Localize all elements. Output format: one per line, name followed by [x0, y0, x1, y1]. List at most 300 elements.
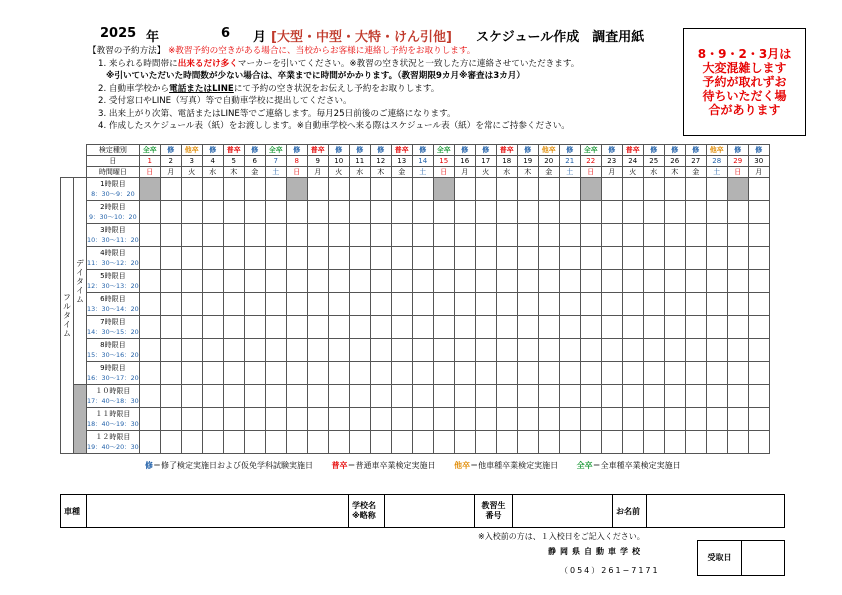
- slot-cell[interactable]: [139, 431, 160, 454]
- slot-cell[interactable]: [559, 408, 580, 431]
- slot-cell[interactable]: [496, 247, 517, 270]
- slot-cell[interactable]: [622, 385, 643, 408]
- slot-cell[interactable]: [139, 224, 160, 247]
- slot-cell[interactable]: [559, 431, 580, 454]
- slot-cell[interactable]: [433, 408, 454, 431]
- slot-cell[interactable]: [706, 201, 727, 224]
- slot-cell[interactable]: [664, 362, 685, 385]
- slot-cell[interactable]: [181, 224, 202, 247]
- slot-cell[interactable]: [664, 178, 685, 201]
- slot-cell[interactable]: [517, 201, 538, 224]
- slot-cell[interactable]: [475, 362, 496, 385]
- slot-cell[interactable]: [244, 201, 265, 224]
- slot-cell[interactable]: [559, 247, 580, 270]
- slot-cell[interactable]: [391, 362, 412, 385]
- slot-cell[interactable]: [538, 247, 559, 270]
- slot-cell[interactable]: [706, 408, 727, 431]
- slot-cell[interactable]: [685, 385, 706, 408]
- slot-cell[interactable]: [580, 316, 601, 339]
- slot-cell[interactable]: [454, 408, 475, 431]
- slot-cell[interactable]: [412, 178, 433, 201]
- slot-cell[interactable]: [685, 316, 706, 339]
- slot-cell[interactable]: [727, 270, 748, 293]
- slot-cell[interactable]: [748, 293, 769, 316]
- slot-cell[interactable]: [643, 270, 664, 293]
- slot-cell[interactable]: [496, 339, 517, 362]
- slot-cell[interactable]: [601, 247, 622, 270]
- slot-cell[interactable]: [181, 247, 202, 270]
- slot-cell[interactable]: [475, 339, 496, 362]
- slot-cell[interactable]: [748, 339, 769, 362]
- slot-cell[interactable]: [286, 316, 307, 339]
- slot-cell[interactable]: [538, 431, 559, 454]
- student-number-field[interactable]: [513, 495, 613, 528]
- slot-cell[interactable]: [433, 224, 454, 247]
- slot-cell[interactable]: [454, 224, 475, 247]
- slot-cell[interactable]: [244, 339, 265, 362]
- slot-cell[interactable]: [706, 247, 727, 270]
- slot-cell[interactable]: [139, 178, 160, 201]
- slot-cell[interactable]: [370, 247, 391, 270]
- slot-cell[interactable]: [181, 178, 202, 201]
- slot-cell[interactable]: [433, 270, 454, 293]
- slot-cell[interactable]: [265, 270, 286, 293]
- slot-cell[interactable]: [139, 316, 160, 339]
- slot-cell[interactable]: [706, 431, 727, 454]
- slot-cell[interactable]: [727, 247, 748, 270]
- slot-cell[interactable]: [664, 270, 685, 293]
- slot-cell[interactable]: [580, 270, 601, 293]
- slot-cell[interactable]: [328, 431, 349, 454]
- slot-cell[interactable]: [349, 201, 370, 224]
- slot-cell[interactable]: [622, 270, 643, 293]
- slot-cell[interactable]: [181, 270, 202, 293]
- slot-cell[interactable]: [265, 293, 286, 316]
- slot-cell[interactable]: [538, 224, 559, 247]
- slot-cell[interactable]: [286, 362, 307, 385]
- slot-cell[interactable]: [748, 201, 769, 224]
- slot-cell[interactable]: [664, 339, 685, 362]
- slot-cell[interactable]: [622, 201, 643, 224]
- slot-cell[interactable]: [160, 431, 181, 454]
- slot-cell[interactable]: [370, 224, 391, 247]
- slot-cell[interactable]: [727, 178, 748, 201]
- slot-cell[interactable]: [685, 339, 706, 362]
- slot-cell[interactable]: [181, 431, 202, 454]
- slot-cell[interactable]: [160, 316, 181, 339]
- slot-cell[interactable]: [370, 270, 391, 293]
- slot-cell[interactable]: [580, 201, 601, 224]
- slot-cell[interactable]: [622, 362, 643, 385]
- slot-cell[interactable]: [328, 362, 349, 385]
- slot-cell[interactable]: [622, 247, 643, 270]
- slot-cell[interactable]: [412, 201, 433, 224]
- slot-cell[interactable]: [454, 247, 475, 270]
- slot-cell[interactable]: [349, 431, 370, 454]
- slot-cell[interactable]: [622, 431, 643, 454]
- slot-cell[interactable]: [727, 316, 748, 339]
- slot-cell[interactable]: [265, 431, 286, 454]
- slot-cell[interactable]: [496, 201, 517, 224]
- slot-cell[interactable]: [265, 316, 286, 339]
- slot-cell[interactable]: [307, 178, 328, 201]
- slot-cell[interactable]: [664, 224, 685, 247]
- slot-cell[interactable]: [139, 339, 160, 362]
- slot-cell[interactable]: [601, 293, 622, 316]
- slot-cell[interactable]: [643, 247, 664, 270]
- slot-cell[interactable]: [181, 385, 202, 408]
- slot-cell[interactable]: [160, 385, 181, 408]
- slot-cell[interactable]: [622, 178, 643, 201]
- slot-cell[interactable]: [664, 293, 685, 316]
- slot-cell[interactable]: [181, 316, 202, 339]
- slot-cell[interactable]: [223, 385, 244, 408]
- slot-cell[interactable]: [496, 316, 517, 339]
- slot-cell[interactable]: [580, 247, 601, 270]
- slot-cell[interactable]: [643, 408, 664, 431]
- slot-cell[interactable]: [328, 385, 349, 408]
- slot-cell[interactable]: [223, 339, 244, 362]
- slot-cell[interactable]: [265, 224, 286, 247]
- slot-cell[interactable]: [496, 362, 517, 385]
- slot-cell[interactable]: [643, 178, 664, 201]
- slot-cell[interactable]: [202, 431, 223, 454]
- slot-cell[interactable]: [496, 224, 517, 247]
- slot-cell[interactable]: [370, 339, 391, 362]
- slot-cell[interactable]: [706, 178, 727, 201]
- slot-cell[interactable]: [475, 270, 496, 293]
- slot-cell[interactable]: [391, 178, 412, 201]
- slot-cell[interactable]: [223, 316, 244, 339]
- slot-cell[interactable]: [685, 408, 706, 431]
- slot-cell[interactable]: [412, 339, 433, 362]
- slot-cell[interactable]: [475, 316, 496, 339]
- slot-cell[interactable]: [349, 247, 370, 270]
- slot-cell[interactable]: [580, 362, 601, 385]
- slot-cell[interactable]: [265, 362, 286, 385]
- slot-cell[interactable]: [202, 224, 223, 247]
- slot-cell[interactable]: [454, 431, 475, 454]
- slot-cell[interactable]: [139, 362, 160, 385]
- slot-cell[interactable]: [181, 362, 202, 385]
- slot-cell[interactable]: [307, 201, 328, 224]
- slot-cell[interactable]: [349, 339, 370, 362]
- slot-cell[interactable]: [622, 224, 643, 247]
- slot-cell[interactable]: [391, 316, 412, 339]
- slot-cell[interactable]: [286, 178, 307, 201]
- slot-cell[interactable]: [223, 431, 244, 454]
- slot-cell[interactable]: [139, 385, 160, 408]
- slot-cell[interactable]: [412, 385, 433, 408]
- slot-cell[interactable]: [559, 270, 580, 293]
- school-name-field[interactable]: [385, 495, 475, 528]
- slot-cell[interactable]: [643, 431, 664, 454]
- slot-cell[interactable]: [727, 224, 748, 247]
- slot-cell[interactable]: [538, 362, 559, 385]
- slot-cell[interactable]: [307, 270, 328, 293]
- slot-cell[interactable]: [265, 178, 286, 201]
- slot-cell[interactable]: [139, 293, 160, 316]
- slot-cell[interactable]: [223, 270, 244, 293]
- slot-cell[interactable]: [160, 362, 181, 385]
- slot-cell[interactable]: [391, 293, 412, 316]
- slot-cell[interactable]: [349, 316, 370, 339]
- slot-cell[interactable]: [265, 247, 286, 270]
- slot-cell[interactable]: [391, 339, 412, 362]
- slot-cell[interactable]: [223, 224, 244, 247]
- slot-cell[interactable]: [580, 408, 601, 431]
- slot-cell[interactable]: [307, 316, 328, 339]
- slot-cell[interactable]: [286, 247, 307, 270]
- slot-cell[interactable]: [748, 385, 769, 408]
- slot-cell[interactable]: [370, 201, 391, 224]
- slot-cell[interactable]: [496, 408, 517, 431]
- slot-cell[interactable]: [370, 178, 391, 201]
- slot-cell[interactable]: [391, 385, 412, 408]
- slot-cell[interactable]: [643, 385, 664, 408]
- slot-cell[interactable]: [454, 201, 475, 224]
- slot-cell[interactable]: [160, 224, 181, 247]
- slot-cell[interactable]: [496, 293, 517, 316]
- slot-cell[interactable]: [748, 270, 769, 293]
- slot-cell[interactable]: [202, 385, 223, 408]
- slot-cell[interactable]: [391, 247, 412, 270]
- slot-cell[interactable]: [517, 316, 538, 339]
- slot-cell[interactable]: [286, 408, 307, 431]
- slot-cell[interactable]: [412, 247, 433, 270]
- slot-cell[interactable]: [475, 224, 496, 247]
- slot-cell[interactable]: [244, 224, 265, 247]
- slot-cell[interactable]: [223, 293, 244, 316]
- slot-cell[interactable]: [685, 431, 706, 454]
- slot-cell[interactable]: [286, 385, 307, 408]
- slot-cell[interactable]: [307, 224, 328, 247]
- slot-cell[interactable]: [475, 293, 496, 316]
- slot-cell[interactable]: [517, 270, 538, 293]
- slot-cell[interactable]: [160, 178, 181, 201]
- slot-cell[interactable]: [559, 362, 580, 385]
- slot-cell[interactable]: [517, 431, 538, 454]
- slot-cell[interactable]: [727, 431, 748, 454]
- slot-cell[interactable]: [244, 316, 265, 339]
- slot-cell[interactable]: [433, 178, 454, 201]
- slot-cell[interactable]: [160, 201, 181, 224]
- slot-cell[interactable]: [748, 408, 769, 431]
- slot-cell[interactable]: [412, 408, 433, 431]
- slot-cell[interactable]: [475, 408, 496, 431]
- slot-cell[interactable]: [391, 408, 412, 431]
- slot-cell[interactable]: [328, 408, 349, 431]
- slot-cell[interactable]: [601, 362, 622, 385]
- slot-cell[interactable]: [265, 385, 286, 408]
- slot-cell[interactable]: [412, 270, 433, 293]
- slot-cell[interactable]: [601, 178, 622, 201]
- slot-cell[interactable]: [349, 385, 370, 408]
- slot-cell[interactable]: [349, 362, 370, 385]
- slot-cell[interactable]: [517, 385, 538, 408]
- slot-cell[interactable]: [559, 224, 580, 247]
- slot-cell[interactable]: [307, 293, 328, 316]
- slot-cell[interactable]: [517, 293, 538, 316]
- slot-cell[interactable]: [181, 408, 202, 431]
- slot-cell[interactable]: [517, 339, 538, 362]
- slot-cell[interactable]: [328, 201, 349, 224]
- slot-cell[interactable]: [454, 293, 475, 316]
- slot-cell[interactable]: [223, 247, 244, 270]
- slot-cell[interactable]: [496, 431, 517, 454]
- slot-cell[interactable]: [328, 316, 349, 339]
- slot-cell[interactable]: [433, 201, 454, 224]
- slot-cell[interactable]: [265, 408, 286, 431]
- slot-cell[interactable]: [748, 224, 769, 247]
- slot-cell[interactable]: [307, 385, 328, 408]
- slot-cell[interactable]: [643, 224, 664, 247]
- slot-cell[interactable]: [643, 339, 664, 362]
- slot-cell[interactable]: [622, 293, 643, 316]
- slot-cell[interactable]: [517, 247, 538, 270]
- slot-cell[interactable]: [643, 201, 664, 224]
- slot-cell[interactable]: [727, 293, 748, 316]
- slot-cell[interactable]: [664, 247, 685, 270]
- slot-cell[interactable]: [286, 431, 307, 454]
- slot-cell[interactable]: [496, 178, 517, 201]
- slot-cell[interactable]: [559, 178, 580, 201]
- slot-cell[interactable]: [349, 408, 370, 431]
- slot-cell[interactable]: [580, 224, 601, 247]
- slot-cell[interactable]: [475, 247, 496, 270]
- slot-cell[interactable]: [706, 224, 727, 247]
- slot-cell[interactable]: [391, 224, 412, 247]
- slot-cell[interactable]: [244, 408, 265, 431]
- slot-cell[interactable]: [454, 339, 475, 362]
- slot-cell[interactable]: [748, 362, 769, 385]
- slot-cell[interactable]: [160, 339, 181, 362]
- slot-cell[interactable]: [160, 408, 181, 431]
- slot-cell[interactable]: [202, 178, 223, 201]
- slot-cell[interactable]: [139, 408, 160, 431]
- slot-cell[interactable]: [664, 201, 685, 224]
- slot-cell[interactable]: [727, 339, 748, 362]
- slot-cell[interactable]: [538, 408, 559, 431]
- slot-cell[interactable]: [748, 247, 769, 270]
- slot-cell[interactable]: [538, 385, 559, 408]
- slot-cell[interactable]: [391, 201, 412, 224]
- slot-cell[interactable]: [370, 293, 391, 316]
- slot-cell[interactable]: [412, 431, 433, 454]
- slot-cell[interactable]: [433, 431, 454, 454]
- slot-cell[interactable]: [307, 431, 328, 454]
- slot-cell[interactable]: [706, 270, 727, 293]
- slot-cell[interactable]: [181, 293, 202, 316]
- slot-cell[interactable]: [496, 270, 517, 293]
- slot-cell[interactable]: [685, 224, 706, 247]
- slot-cell[interactable]: [454, 316, 475, 339]
- slot-cell[interactable]: [370, 362, 391, 385]
- slot-cell[interactable]: [748, 178, 769, 201]
- slot-cell[interactable]: [349, 270, 370, 293]
- slot-cell[interactable]: [496, 385, 517, 408]
- slot-cell[interactable]: [307, 408, 328, 431]
- slot-cell[interactable]: [244, 431, 265, 454]
- slot-cell[interactable]: [160, 270, 181, 293]
- slot-cell[interactable]: [559, 339, 580, 362]
- slot-cell[interactable]: [307, 247, 328, 270]
- slot-cell[interactable]: [664, 316, 685, 339]
- slot-cell[interactable]: [475, 385, 496, 408]
- slot-cell[interactable]: [727, 362, 748, 385]
- slot-cell[interactable]: [475, 431, 496, 454]
- slot-cell[interactable]: [202, 408, 223, 431]
- slot-cell[interactable]: [538, 270, 559, 293]
- slot-cell[interactable]: [706, 362, 727, 385]
- slot-cell[interactable]: [454, 178, 475, 201]
- slot-cell[interactable]: [580, 385, 601, 408]
- slot-cell[interactable]: [202, 339, 223, 362]
- slot-cell[interactable]: [391, 431, 412, 454]
- slot-cell[interactable]: [433, 293, 454, 316]
- slot-cell[interactable]: [748, 431, 769, 454]
- slot-cell[interactable]: [223, 408, 244, 431]
- slot-cell[interactable]: [622, 316, 643, 339]
- slot-cell[interactable]: [559, 316, 580, 339]
- slot-cell[interactable]: [748, 316, 769, 339]
- slot-cell[interactable]: [559, 201, 580, 224]
- slot-cell[interactable]: [223, 362, 244, 385]
- slot-cell[interactable]: [328, 178, 349, 201]
- slot-cell[interactable]: [475, 178, 496, 201]
- slot-cell[interactable]: [601, 201, 622, 224]
- slot-cell[interactable]: [685, 293, 706, 316]
- slot-cell[interactable]: [265, 339, 286, 362]
- slot-cell[interactable]: [160, 247, 181, 270]
- slot-cell[interactable]: [601, 339, 622, 362]
- slot-cell[interactable]: [706, 339, 727, 362]
- slot-cell[interactable]: [265, 201, 286, 224]
- slot-cell[interactable]: [202, 270, 223, 293]
- slot-cell[interactable]: [328, 247, 349, 270]
- slot-cell[interactable]: [643, 293, 664, 316]
- car-type-field[interactable]: [87, 495, 349, 528]
- slot-cell[interactable]: [517, 362, 538, 385]
- slot-cell[interactable]: [370, 408, 391, 431]
- slot-cell[interactable]: [664, 431, 685, 454]
- slot-cell[interactable]: [433, 247, 454, 270]
- slot-cell[interactable]: [202, 316, 223, 339]
- slot-cell[interactable]: [223, 201, 244, 224]
- slot-cell[interactable]: [328, 270, 349, 293]
- slot-cell[interactable]: [601, 408, 622, 431]
- slot-cell[interactable]: [622, 408, 643, 431]
- slot-cell[interactable]: [370, 385, 391, 408]
- slot-cell[interactable]: [538, 293, 559, 316]
- slot-cell[interactable]: [160, 293, 181, 316]
- slot-cell[interactable]: [391, 270, 412, 293]
- slot-cell[interactable]: [664, 408, 685, 431]
- slot-cell[interactable]: [517, 408, 538, 431]
- slot-cell[interactable]: [433, 385, 454, 408]
- slot-cell[interactable]: [202, 247, 223, 270]
- slot-cell[interactable]: [727, 201, 748, 224]
- slot-cell[interactable]: [601, 224, 622, 247]
- slot-cell[interactable]: [328, 293, 349, 316]
- slot-cell[interactable]: [601, 431, 622, 454]
- slot-cell[interactable]: [328, 339, 349, 362]
- slot-cell[interactable]: [202, 362, 223, 385]
- slot-cell[interactable]: [286, 224, 307, 247]
- slot-cell[interactable]: [685, 247, 706, 270]
- slot-cell[interactable]: [433, 339, 454, 362]
- slot-cell[interactable]: [244, 270, 265, 293]
